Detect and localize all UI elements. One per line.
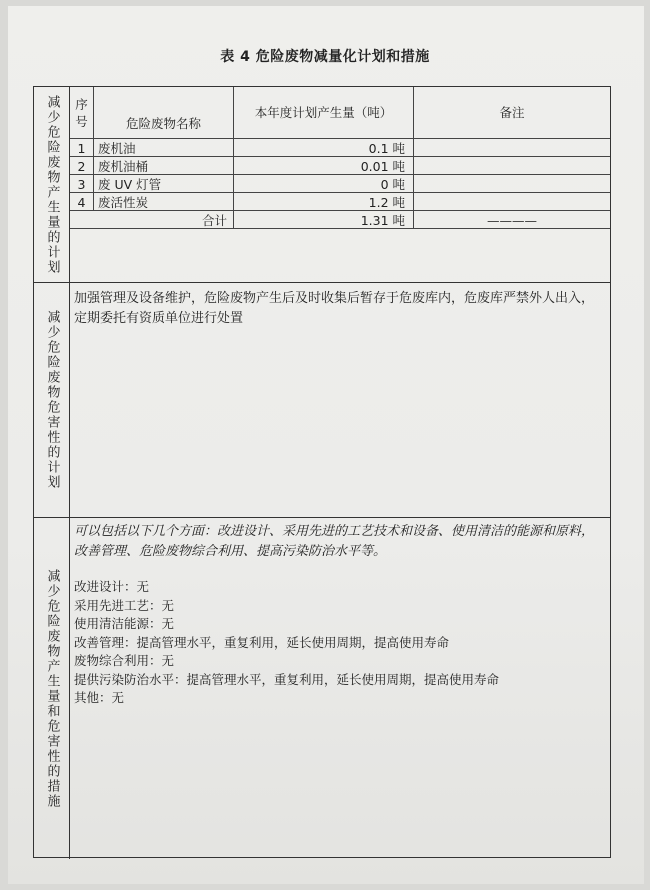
table-header-row: [70, 87, 610, 139]
table-title: 表 4 危险废物减量化计划和措施: [220, 49, 430, 65]
row-no: 2: [70, 157, 94, 174]
row-no: 3: [70, 175, 94, 192]
row-no: 4: [70, 193, 94, 210]
measures-text-cell: [70, 518, 610, 859]
section-label-cell: [34, 283, 70, 517]
section-label: 减少危险废物产生量和危害性的措施: [44, 568, 60, 809]
section-label: 减少危险废物危害性的计划: [44, 310, 60, 490]
row-name: 废 UV 灯管: [94, 175, 234, 192]
list-item: 提供污染防治水平：提高管理水平，重复利用，延长使用周期，提高使用寿命: [74, 671, 500, 687]
row-qty: 1.2 吨: [234, 193, 414, 210]
list-item: 其他：无: [74, 690, 125, 705]
row-remark: [414, 139, 610, 156]
total-label: 合计: [70, 211, 234, 228]
section-label-cell: [34, 518, 70, 859]
row-qty: 0 吨: [234, 175, 414, 192]
list-item: 改进设计：无: [74, 579, 150, 594]
section-label-cell: [34, 87, 70, 282]
waste-list: [70, 87, 610, 282]
table-row: [70, 157, 610, 175]
list-item: 采用先进工艺：无: [74, 597, 175, 613]
measures-list: [74, 578, 600, 708]
list-item: 使用清洁能源：无: [74, 616, 175, 631]
hazard-plan-text-cell: [70, 283, 610, 517]
row-name: 废机油: [94, 139, 234, 156]
row-remark: [414, 175, 610, 192]
header-no: 序号: [75, 96, 88, 129]
measures-intro: 可以包括以下几个方面：改进设计、采用先进的工艺技术和设备、使用清洁的能源和原料，改善管理、危险废物综合利用、提高污染防治水平等。: [74, 524, 595, 559]
table-row: [70, 175, 610, 193]
table-row: [70, 193, 610, 211]
row-name: 废机油桶: [94, 157, 234, 174]
row-remark: [414, 157, 610, 174]
row-qty: 0.1 吨: [234, 139, 414, 156]
total-qty: 1.31 吨: [234, 211, 414, 228]
reduction-plan-table: [33, 86, 611, 858]
list-item: 废物综合利用：无: [74, 653, 175, 668]
section-measures: [34, 518, 610, 859]
header-remark: 备注: [499, 104, 525, 120]
hazard-plan-text: 加强管理及设备维护，危险废物产生后及时收集后暂存于危废库内，危废库严禁外人出入，定期委托有资质单位进行处置: [74, 291, 595, 326]
total-remark: ————: [487, 213, 537, 228]
section-amount-plan: [34, 87, 610, 283]
row-no: 1: [70, 139, 94, 156]
row-name: 废活性炭: [94, 193, 234, 210]
header-name: 危险废物名称: [125, 115, 201, 131]
total-row: [70, 211, 610, 229]
section-hazard-plan: [34, 283, 610, 518]
row-qty: 0.01 吨: [234, 157, 414, 174]
row-remark: [414, 193, 610, 210]
section-label: 减少危险废物产生量的计划: [44, 94, 60, 275]
table-row: [70, 139, 610, 157]
list-item: 改善管理：提高管理水平，重复利用，延长使用周期，提高使用寿命: [74, 634, 450, 650]
header-qty: 本年度计划产生量（吨）: [254, 104, 393, 120]
